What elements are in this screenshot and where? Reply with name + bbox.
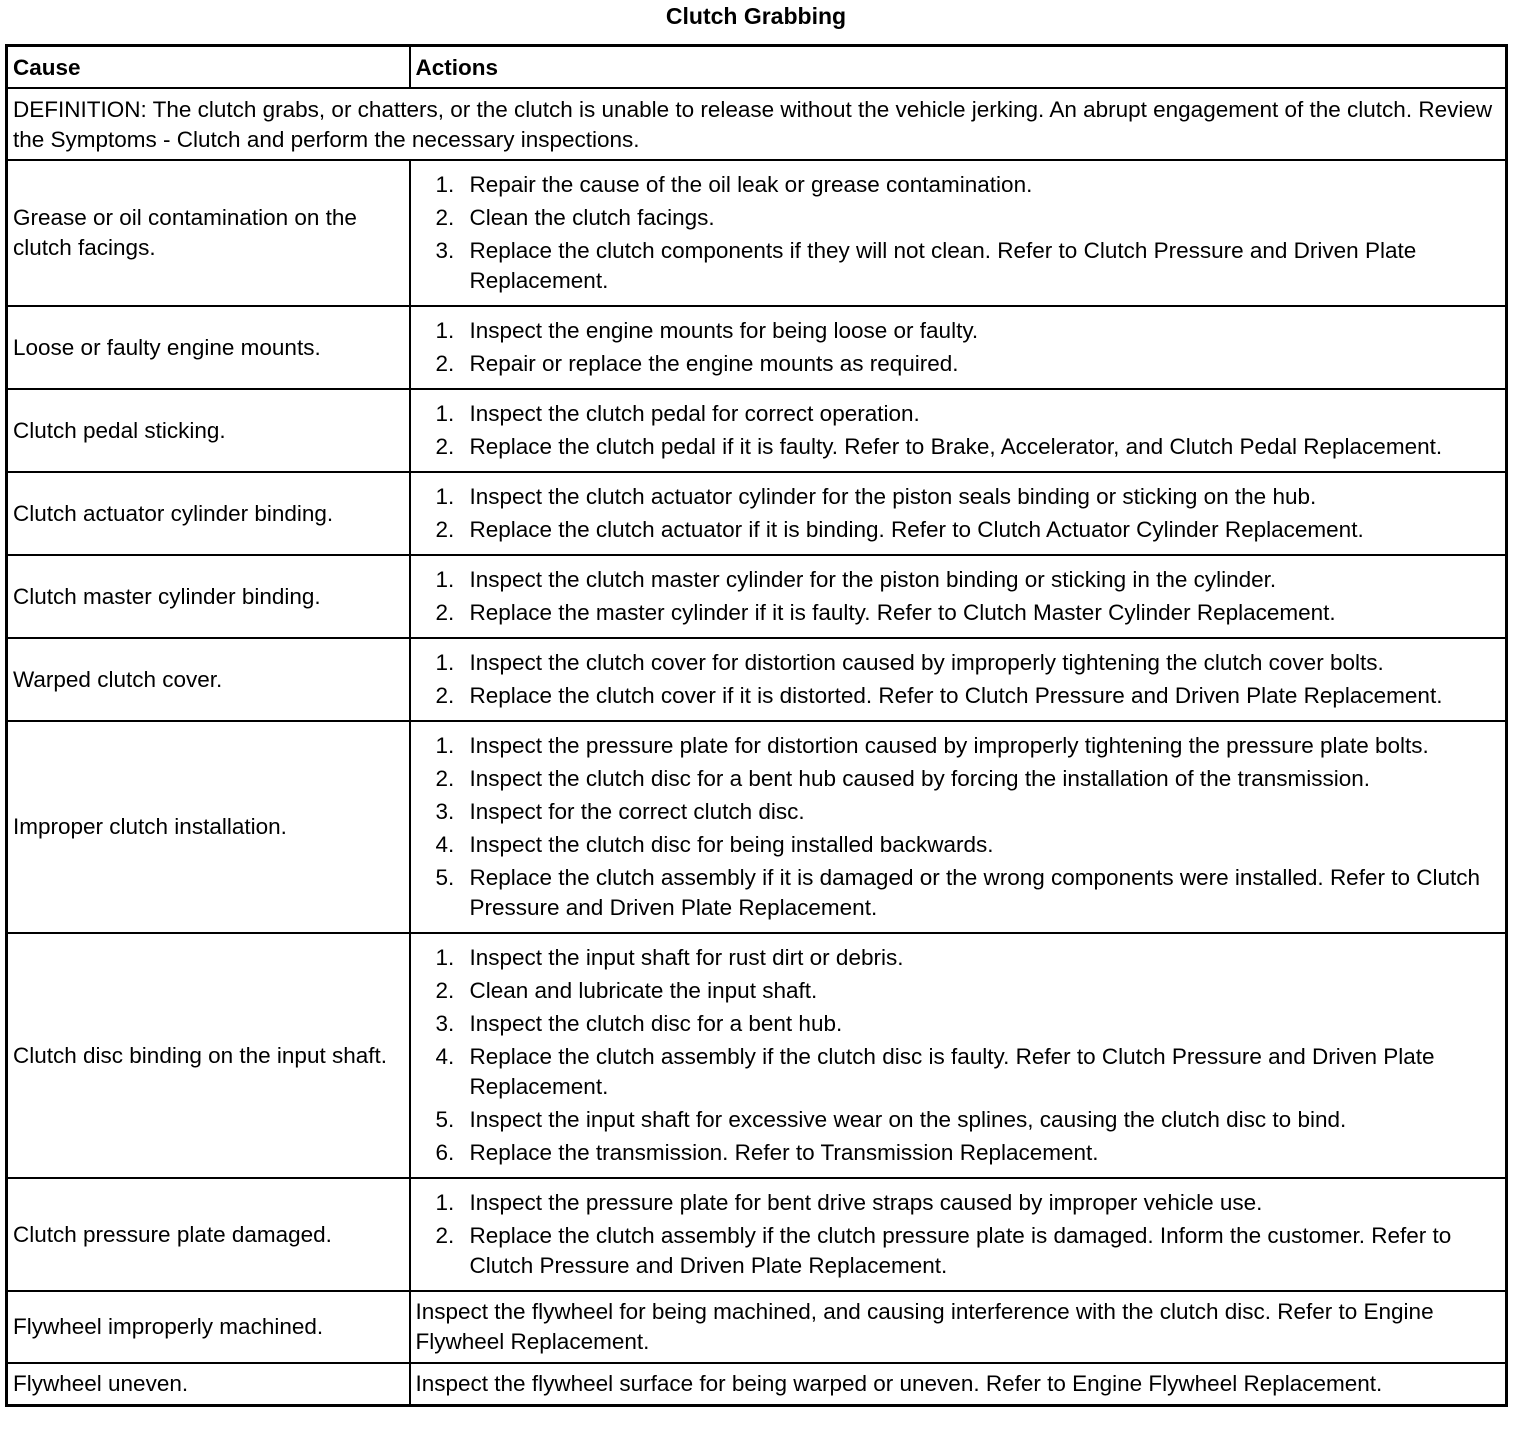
action-step xyxy=(416,648,1501,678)
actions-cell xyxy=(410,555,1507,638)
step-text: Replace the clutch pedal if it is faulty. Refer to Brake, Accelerator, and Clutch Pedal Replacement. xyxy=(469,434,1443,459)
cause-cell: Clutch actuator cylinder binding. xyxy=(7,472,410,555)
step-text: Inspect the pressure plate for bent drive straps caused by improper vehicle use. xyxy=(469,1190,1263,1215)
step-text: Inspect for the correct clutch disc. xyxy=(469,799,805,824)
actions-cell xyxy=(410,933,1507,1178)
step-text: Inspect the clutch disc for a bent hub caused by forcing the installation of the transmission. xyxy=(469,766,1371,791)
action-list xyxy=(416,648,1501,711)
table-row xyxy=(7,160,1507,306)
step-number: 6. xyxy=(435,1140,455,1165)
action-step xyxy=(416,731,1501,761)
step-text: Repair the cause of the oil leak or grease contamination. xyxy=(469,172,1033,197)
step-number: 1. xyxy=(435,650,455,675)
action-list xyxy=(416,565,1501,628)
action-step xyxy=(416,515,1501,545)
step-text: Replace the transmission. Refer to Transmission Replacement. xyxy=(469,1140,1099,1165)
cause-cell: Flywheel improperly machined. xyxy=(7,1291,410,1363)
action-list xyxy=(416,1188,1501,1281)
cause-cell: Warped clutch cover. xyxy=(7,638,410,721)
step-number: 5. xyxy=(435,1107,455,1132)
action-step xyxy=(416,1138,1501,1168)
action-step xyxy=(416,432,1501,462)
cause-cell: Clutch pedal sticking. xyxy=(7,389,410,472)
step-text: Inspect the input shaft for excessive wear on the splines, causing the clutch disc to bind. xyxy=(469,1107,1347,1132)
action-step xyxy=(416,1188,1501,1218)
step-text: Repair or replace the engine mounts as required. xyxy=(469,351,959,376)
actions-cell: Inspect the flywheel for being machined, and causing interference with the clutch disc. Refer to Engine Flywheel Replacement. xyxy=(410,1291,1507,1363)
action-step xyxy=(416,565,1501,595)
action-step xyxy=(416,598,1501,628)
step-number: 1. xyxy=(435,401,455,426)
action-list xyxy=(416,170,1501,296)
action-step xyxy=(416,170,1501,200)
step-text: Replace the clutch components if they will not clean. Refer to Clutch Pressure and Driven Plate Replacement. xyxy=(469,238,1417,293)
step-text: Inspect the clutch disc for being installed backwards. xyxy=(469,832,994,857)
page-title: Clutch Grabbing xyxy=(665,3,847,29)
table-row xyxy=(7,933,1507,1178)
step-text: Replace the master cylinder if it is faulty. Refer to Clutch Master Cylinder Replacement. xyxy=(469,600,1336,625)
step-text: Inspect the clutch disc for a bent hub. xyxy=(469,1011,843,1036)
step-number: 5. xyxy=(435,865,455,890)
step-text: Replace the clutch assembly if it is damaged or the wrong components were installed. Refer to Clutch Pressure and Driven Plate Replacement. xyxy=(469,865,1481,920)
action-list xyxy=(416,399,1501,462)
action-list xyxy=(416,482,1501,545)
step-number: 2. xyxy=(435,517,455,542)
action-step xyxy=(416,236,1501,296)
definition-row xyxy=(7,88,1507,160)
table-header-row xyxy=(7,46,1507,89)
table-row xyxy=(7,1363,1507,1406)
cause-cell: Grease or oil contamination on the clutch facings. xyxy=(7,160,410,306)
action-step xyxy=(416,1042,1501,1102)
action-step xyxy=(416,797,1501,827)
step-text: Replace the clutch cover if it is distorted. Refer to Clutch Pressure and Driven Plate Replacement. xyxy=(469,683,1443,708)
action-step xyxy=(416,316,1501,346)
definition-text: DEFINITION: The clutch grabs, or chatters, or the clutch is unable to release without the vehicle jerking. An abrupt engagement of the clutch. Review the Symptoms - Clutch and perform the necessary inspections. xyxy=(7,88,1507,160)
action-list xyxy=(416,731,1501,923)
action-step xyxy=(416,1009,1501,1039)
step-text: Inspect the engine mounts for being loose or faulty. xyxy=(469,318,979,343)
actions-cell xyxy=(410,389,1507,472)
step-number: 3. xyxy=(435,799,455,824)
action-step xyxy=(416,764,1501,794)
action-list xyxy=(416,943,1501,1168)
table-row xyxy=(7,389,1507,472)
step-text: Replace the clutch assembly if the clutch pressure plate is damaged. Inform the customer. Refer to Clutch Pressure and Driven Plate Replacement. xyxy=(469,1223,1452,1278)
step-number: 1. xyxy=(435,172,455,197)
cause-cell: Loose or faulty engine mounts. xyxy=(7,306,410,389)
table-row xyxy=(7,1178,1507,1291)
actions-cell xyxy=(410,472,1507,555)
action-step xyxy=(416,1105,1501,1135)
step-text: Clean the clutch facings. xyxy=(469,205,715,230)
actions-cell xyxy=(410,721,1507,933)
action-list xyxy=(416,316,1501,379)
step-number: 1. xyxy=(435,484,455,509)
actions-cell xyxy=(410,306,1507,389)
step-text: Inspect the input shaft for rust dirt or debris. xyxy=(469,945,904,970)
table-row xyxy=(7,306,1507,389)
action-step xyxy=(416,349,1501,379)
table-row xyxy=(7,555,1507,638)
step-number: 1. xyxy=(435,567,455,592)
cause-cell: Flywheel uneven. xyxy=(7,1363,410,1406)
step-number: 2. xyxy=(435,978,455,1003)
step-number: 3. xyxy=(435,238,455,263)
step-number: 4. xyxy=(435,832,455,857)
table-row xyxy=(7,1291,1507,1363)
step-number: 1. xyxy=(435,733,455,758)
clutch-grabbing-table xyxy=(5,44,1508,1407)
action-step xyxy=(416,863,1501,923)
actions-cell xyxy=(410,638,1507,721)
step-number: 2. xyxy=(435,434,455,459)
cause-cell: Clutch pressure plate damaged. xyxy=(7,1178,410,1291)
step-text: Replace the clutch assembly if the clutch disc is faulty. Refer to Clutch Pressure and Driven Plate Replacement. xyxy=(469,1044,1435,1099)
step-number: 1. xyxy=(435,945,455,970)
cause-column-header: Cause xyxy=(7,46,410,89)
step-text: Inspect the clutch master cylinder for the piston binding or sticking in the cylinder. xyxy=(469,567,1277,592)
step-text: Inspect the clutch actuator cylinder for the piston seals binding or sticking on the hub. xyxy=(469,484,1317,509)
action-step xyxy=(416,976,1501,1006)
step-number: 1. xyxy=(435,1190,455,1215)
cause-cell: Clutch master cylinder binding. xyxy=(7,555,410,638)
action-step xyxy=(416,482,1501,512)
step-text: Replace the clutch actuator if it is binding. Refer to Clutch Actuator Cylinder Replacement. xyxy=(469,517,1364,542)
action-step xyxy=(416,943,1501,973)
step-number: 3. xyxy=(435,1011,455,1036)
step-text: Inspect the pressure plate for distortion caused by improperly tightening the pressure plate bolts. xyxy=(469,733,1429,758)
step-number: 2. xyxy=(435,683,455,708)
step-number: 2. xyxy=(435,351,455,376)
actions-cell xyxy=(410,160,1507,306)
table-row xyxy=(7,638,1507,721)
actions-cell xyxy=(410,1178,1507,1291)
step-number: 2. xyxy=(435,766,455,791)
action-step xyxy=(416,399,1501,429)
cause-cell: Clutch disc binding on the input shaft. xyxy=(7,933,410,1178)
action-step xyxy=(416,681,1501,711)
actions-column-header: Actions xyxy=(410,46,1507,89)
table-row xyxy=(7,721,1507,933)
action-step xyxy=(416,1221,1501,1281)
action-step xyxy=(416,203,1501,233)
cause-cell: Improper clutch installation. xyxy=(7,721,410,933)
step-number: 2. xyxy=(435,600,455,625)
step-number: 4. xyxy=(435,1044,455,1069)
action-step xyxy=(416,830,1501,860)
actions-cell: Inspect the flywheel surface for being warped or uneven. Refer to Engine Flywheel Replacement. xyxy=(410,1363,1507,1406)
step-text: Inspect the clutch cover for distortion caused by improperly tightening the clutch cover bolts. xyxy=(469,650,1384,675)
table-row xyxy=(7,472,1507,555)
step-text: Inspect the clutch pedal for correct operation. xyxy=(469,401,920,426)
step-number: 2. xyxy=(435,1223,455,1248)
step-number: 2. xyxy=(435,205,455,230)
step-number: 1. xyxy=(435,318,455,343)
step-text: Clean and lubricate the input shaft. xyxy=(469,978,818,1003)
